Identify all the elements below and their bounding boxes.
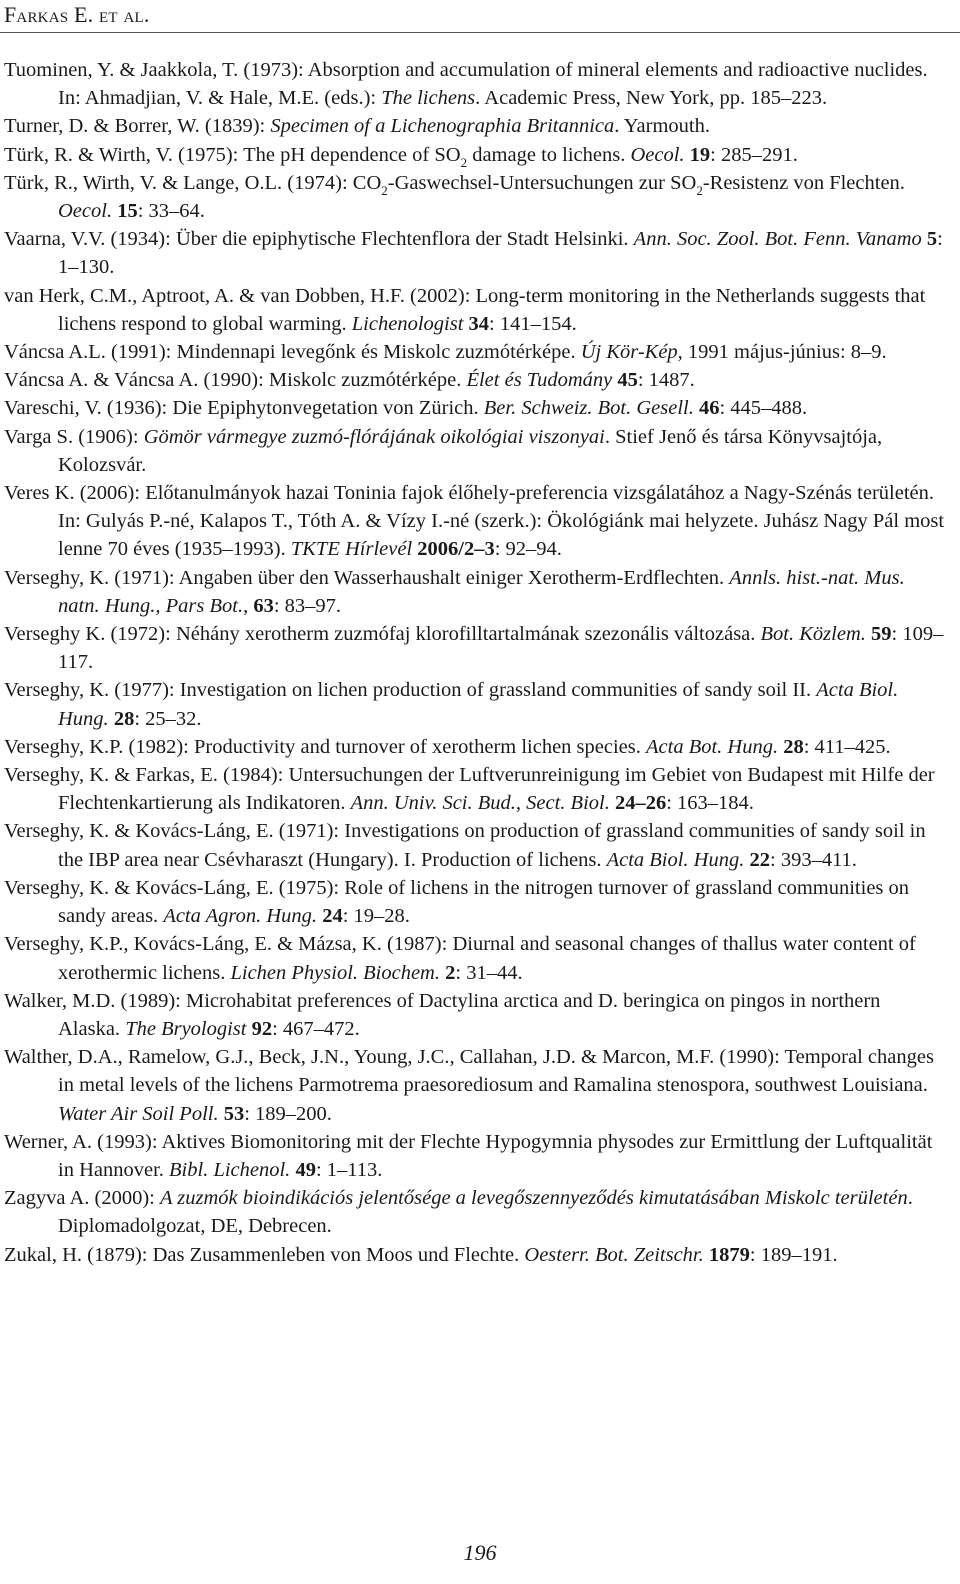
- reference-entry: [4, 676, 946, 732]
- reference-text: . Stief Jenő és társa Könyvsajtója, Kolozsvár.: [58, 425, 883, 476]
- reference-italic-text: Lichen Physiol. Biochem.: [230, 961, 440, 984]
- reference-entry: [4, 338, 946, 366]
- reference-entry: [4, 564, 946, 620]
- reference-italic-text: Ann. Soc. Zool. Bot. Fenn. Vanamo: [633, 228, 922, 251]
- reference-italic-text: Ann. Univ. Sci. Bud., Sect. Biol.: [350, 792, 610, 815]
- reference-entry: [4, 1128, 946, 1184]
- reference-italic-text: Oecol.: [58, 200, 113, 223]
- reference-entry: [4, 225, 946, 281]
- reference-entry: [4, 874, 946, 930]
- reference-text: : 445–488.: [719, 397, 808, 420]
- reference-text: Zagyva A. (2000):: [4, 1187, 160, 1210]
- reference-text: Verseghy, K.P. (1982): Productivity and turnover of xerotherm lichen species.: [4, 735, 646, 758]
- reference-italic-text: Bot. Közlem.: [760, 623, 866, 646]
- reference-entry: [4, 1043, 946, 1128]
- reference-italic-text: Specimen of a Lichenographia Britannica: [270, 115, 615, 138]
- reference-text: -Resistenz von Flechten.: [702, 171, 905, 194]
- reference-text: Türk, R., Wirth, V. & Lange, O.L. (1974): CO: [4, 171, 382, 194]
- reference-volume: 34: [468, 312, 490, 335]
- reference-entry: [4, 1241, 946, 1269]
- reference-text: : 189–191.: [749, 1243, 838, 1266]
- reference-volume: 46: [698, 397, 720, 420]
- reference-italic-text: Új Kör-Kép: [580, 341, 678, 364]
- reference-volume: 2: [445, 961, 456, 984]
- reference-entry: [4, 112, 946, 140]
- reference-entry: [4, 141, 946, 169]
- reference-italic-text: Lichenologist: [351, 312, 464, 335]
- reference-entry: [4, 930, 946, 986]
- reference-text: Verseghy, K.P., Kovács-Láng, E. & Mázsa, K. (1987): Diurnal and seasonal changes of thallus water content of xerothermic lichens.: [4, 933, 916, 984]
- reference-entry: [4, 423, 946, 479]
- reference-volume: 24–26: [614, 792, 667, 815]
- reference-italic-text: Acta Biol. Hung.: [606, 848, 745, 871]
- reference-volume: 92: [251, 1017, 273, 1040]
- reference-text: Váncsa A.L. (1991): Mindennapi levegőnk és Miskolc zuzmótérképe.: [4, 341, 581, 364]
- reference-italic-text: Acta Biol. Hung.: [58, 679, 899, 730]
- reference-text: Verseghy, K. & Farkas, E. (1984): Untersuchungen der Luftverunreinigung im Gebiet von Budapest mit Hilfe der Flechtenkartierung als Indikatoren.: [4, 764, 935, 815]
- reference-italic-text: Oecol.: [630, 143, 685, 166]
- reference-volume: 15: [117, 200, 138, 223]
- reference-entry: [4, 394, 946, 422]
- reference-subscript: 2: [460, 154, 468, 170]
- reference-text: . Academic Press, New York, pp. 185–223.: [475, 87, 828, 110]
- reference-volume: 5: [926, 228, 938, 251]
- reference-italic-text: Water Air Soil Poll.: [58, 1102, 219, 1125]
- reference-entry: [4, 56, 946, 112]
- reference-text: : 31–44.: [455, 961, 523, 984]
- reference-text: Walther, D.A., Ramelow, G.J., Beck, J.N., Young, J.C., Callahan, J.D. & Marcon, M.F. (1990): Temporal changes in metal levels of the lichens Parmotrema praesorediosum and Ramalina stenospora, southwest Louisiana.: [4, 1046, 934, 1097]
- reference-text: : 25–32.: [134, 707, 202, 730]
- reference-text: Verseghy, K. (1971): Angaben über den Wasserhaushalt einiger Xerotherm-Erdflechten.: [4, 566, 730, 589]
- reference-italic-text: Gömör vármegye zuzmó-flórájának oikológiai viszonyai: [143, 425, 605, 448]
- reference-volume: 59: [871, 623, 892, 646]
- reference-italic-text: Élet és Tudomány: [466, 369, 613, 392]
- reference-italic-text: A zuzmók bioindikációs jelentősége a levegőszennyeződés kimutatásában Miskolc területén: [160, 1187, 908, 1210]
- reference-volume: 49: [295, 1158, 316, 1181]
- reference-text: Verseghy, K. & Kovács-Láng, E. (1971): Investigations on production of grassland communities of sandy soil in the IBP area near Csévharaszt (Hungary). I. Production of lichens.: [4, 820, 926, 871]
- reference-text: : 33–64.: [137, 200, 205, 223]
- reference-volume: 28: [113, 707, 135, 730]
- header-rule: [0, 32, 960, 33]
- reference-italic-text: Bibl. Lichenol.: [169, 1158, 291, 1181]
- reference-entry: [4, 620, 946, 676]
- reference-text: ,: [243, 594, 254, 617]
- reference-italic-text: Oesterr. Bot. Zeitschr.: [524, 1243, 704, 1266]
- reference-volume: 24: [322, 905, 343, 928]
- reference-text: . Yarmouth.: [614, 115, 710, 138]
- reference-italic-text: Annls. hist.-nat. Mus. natn. Hung., Pars Bot.: [58, 566, 905, 617]
- reference-text: Vaarna, V.V. (1934): Über die epiphytische Flechtenflora der Stadt Helsinki.: [4, 228, 634, 251]
- reference-entry: [4, 1184, 946, 1240]
- reference-entry: [4, 169, 946, 225]
- reference-text: : 393–411.: [770, 848, 857, 871]
- reference-entry: [4, 761, 946, 817]
- reference-subscript: 2: [381, 182, 388, 198]
- reference-text: -Gaswechsel-Untersuchungen zur SO: [387, 171, 697, 194]
- reference-italic-text: TKTE Hírlevél: [290, 538, 413, 561]
- reference-text: . Diplomadolgozat, DE, Debrecen.: [58, 1187, 913, 1238]
- reference-subscript: 2: [696, 182, 703, 198]
- reference-italic-text: The Bryologist: [125, 1017, 247, 1040]
- reference-text: : 1–113.: [315, 1158, 383, 1181]
- reference-text: : 411–425.: [803, 735, 891, 758]
- running-head: Farkas E. et al.: [4, 2, 150, 27]
- reference-entry: [4, 987, 946, 1043]
- reference-volume: 63: [253, 594, 274, 617]
- reference-text: Váncsa A. & Váncsa A. (1990): Miskolc zuzmótérképe.: [4, 369, 467, 392]
- reference-text: , 1991 május-június: 8–9.: [677, 341, 887, 364]
- reference-text: : 83–97.: [273, 594, 342, 617]
- reference-text: Turner, D. & Borrer, W. (1839):: [4, 115, 271, 138]
- reference-entry: [4, 817, 946, 873]
- reference-text: : 163–184.: [666, 792, 754, 815]
- reference-volume: 28: [783, 735, 804, 758]
- reference-text: : 189–200.: [244, 1102, 332, 1125]
- reference-entry: [4, 479, 946, 564]
- reference-volume: 22: [749, 848, 770, 871]
- reference-text: : 285–291.: [710, 143, 798, 166]
- reference-text: Varga S. (1906):: [4, 425, 144, 448]
- reference-text: Verseghy, K. (1977): Investigation on lichen production of grassland communities of sandy soil II.: [4, 679, 817, 702]
- reference-text: : 92–94.: [494, 538, 562, 561]
- reference-entry: [4, 282, 946, 338]
- reference-italic-text: The lichens: [381, 87, 476, 110]
- reference-text: Türk, R. & Wirth, V. (1975): The pH dependence of SO: [4, 143, 461, 166]
- reference-text: : 109–117.: [58, 623, 944, 674]
- reference-entry: [4, 366, 946, 394]
- reference-text: Walker, M.D. (1989): Microhabitat preferences of Dactylina arctica and D. beringica on pingos in northern Alaska.: [4, 989, 881, 1040]
- reference-text: Tuominen, Y. & Jaakkola, T. (1973): Absorption and accumulation of mineral elements and radioactive nuclides. In: Ahmadjian, V. & Hale, M.E. (eds.):: [4, 59, 928, 110]
- reference-text: Vareschi, V. (1936): Die Epiphytonvegetation von Zürich.: [4, 397, 484, 420]
- reference-italic-text: Acta Agron. Hung.: [163, 905, 318, 928]
- reference-text: : 1–130.: [58, 228, 943, 279]
- reference-list: [4, 56, 946, 1269]
- reference-text: Verseghy, K. & Kovács-Láng, E. (1975): Role of lichens in the nitrogen turnover of grassland communities on sandy areas.: [4, 876, 910, 928]
- reference-text: Verseghy K. (1972): Néhány xerotherm zuzmófaj klorofilltartalmának szezonális változása.: [4, 623, 761, 646]
- reference-text: damage to lichens.: [467, 143, 631, 166]
- reference-italic-text: Acta Bot. Hung.: [646, 735, 779, 758]
- reference-text: : 1487.: [637, 369, 695, 392]
- reference-volume: 1879: [708, 1243, 750, 1266]
- reference-text: Veres K. (2006): Előtanulmányok hazai Toninia fajok élőhely-preferencia vizsgálatához a Nagy-Szénás területén. In: Gulyás P.-né, Kalapos T., Tóth A. & Vízy I.-né (szerk.): Ökológiánk mai helyzete. Juhász Nagy Pál most lenne 70 éves (1935–1993).: [4, 482, 945, 561]
- reference-volume: 19: [689, 143, 711, 166]
- reference-italic-text: Ber. Schweiz. Bot. Gesell.: [483, 397, 694, 420]
- reference-text: Werner, A. (1993): Aktives Biomonitoring mit der Flechte Hypogymnia physodes zur Ermittlung der Luftqualität in Hannover.: [4, 1130, 933, 1181]
- reference-text: van Herk, C.M., Aptroot, A. & van Dobben, H.F. (2002): Long-term monitoring in the Netherlands suggests that lichens respond to global warming.: [4, 284, 926, 335]
- reference-text: : 141–154.: [489, 312, 577, 335]
- reference-volume: 45: [617, 369, 638, 392]
- reference-volume: 53: [223, 1102, 245, 1125]
- reference-text: Zukal, H. (1879): Das Zusammenleben von Moos und Flechte.: [4, 1243, 525, 1266]
- reference-volume: 2006/2–3: [417, 538, 495, 561]
- reference-text: : 19–28.: [342, 905, 410, 928]
- reference-entry: [4, 733, 946, 761]
- reference-text: : 467–472.: [272, 1017, 360, 1040]
- page-number: 196: [463, 1540, 497, 1565]
